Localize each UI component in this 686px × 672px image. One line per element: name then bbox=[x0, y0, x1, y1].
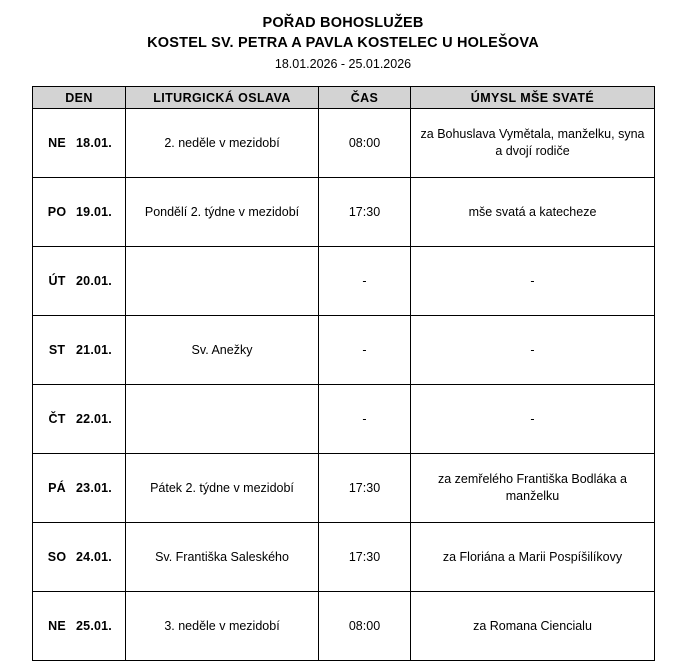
day-date: 23.01. bbox=[76, 480, 112, 495]
day-of-week: NE bbox=[48, 135, 66, 150]
cell-intent: za Floriána a Marii Pospíšilíkovy bbox=[411, 523, 655, 592]
day-date: 20.01. bbox=[76, 273, 112, 288]
table-row bbox=[33, 385, 655, 454]
schedule-table-body bbox=[33, 109, 655, 661]
cell-time: - bbox=[319, 385, 411, 454]
schedule-table-wrapper bbox=[32, 86, 656, 661]
cell-time: 08:00 bbox=[319, 109, 411, 178]
cell-day bbox=[33, 592, 126, 661]
day-of-week: SO bbox=[47, 549, 67, 564]
day-date: 19.01. bbox=[76, 204, 112, 219]
page-subtitle: KOSTEL SV. PETRA A PAVLA KOSTELEC U HOLEŠOVA bbox=[147, 35, 539, 51]
cell-day bbox=[33, 523, 126, 592]
cell-intent: za Bohuslava Vymětala, manželku, syna a dvojí rodiče bbox=[411, 109, 655, 178]
day-date: 22.01. bbox=[76, 411, 112, 426]
column-header-intent: ÚMYSL MŠE SVATÉ bbox=[411, 87, 655, 109]
table-row bbox=[33, 523, 655, 592]
cell-day bbox=[33, 247, 126, 316]
cell-day bbox=[33, 316, 126, 385]
cell-feast: Pondělí 2. týdne v mezidobí bbox=[126, 178, 319, 247]
day-of-week: ČT bbox=[48, 411, 66, 426]
cell-time: 17:30 bbox=[319, 454, 411, 523]
cell-time: - bbox=[319, 316, 411, 385]
cell-day bbox=[33, 385, 126, 454]
column-header-feast: LITURGICKÁ OSLAVA bbox=[126, 87, 319, 109]
day-of-week: NE bbox=[48, 618, 66, 633]
document-header bbox=[0, 0, 686, 74]
day-date: 24.01. bbox=[76, 549, 112, 564]
cell-intent: za Romana Ciencialu bbox=[411, 592, 655, 661]
cell-time: 08:00 bbox=[319, 592, 411, 661]
cell-time: 17:30 bbox=[319, 178, 411, 247]
cell-feast bbox=[126, 385, 319, 454]
day-of-week: PO bbox=[47, 204, 67, 219]
column-header-day: DEN bbox=[33, 87, 126, 109]
day-of-week: ST bbox=[48, 342, 66, 357]
date-range: 18.01.2026 - 25.01.2026 bbox=[274, 57, 412, 71]
cell-day bbox=[33, 454, 126, 523]
table-row bbox=[33, 316, 655, 385]
cell-intent: - bbox=[411, 316, 655, 385]
cell-feast: Sv. Františka Saleského bbox=[126, 523, 319, 592]
day-of-week: ÚT bbox=[48, 273, 66, 288]
day-date: 18.01. bbox=[76, 135, 112, 150]
column-header-time: ČAS bbox=[319, 87, 411, 109]
schedule-table bbox=[32, 86, 655, 661]
cell-feast: Sv. Anežky bbox=[126, 316, 319, 385]
cell-feast: 2. neděle v mezidobí bbox=[126, 109, 319, 178]
page-title: POŘAD BOHOSLUŽEB bbox=[262, 15, 424, 31]
cell-time: - bbox=[319, 247, 411, 316]
table-row bbox=[33, 454, 655, 523]
cell-feast bbox=[126, 247, 319, 316]
cell-intent: mše svatá a katecheze bbox=[411, 178, 655, 247]
cell-intent: - bbox=[411, 385, 655, 454]
day-date: 21.01. bbox=[76, 342, 112, 357]
day-date: 25.01. bbox=[76, 618, 112, 633]
day-of-week: PÁ bbox=[48, 480, 66, 495]
cell-intent: za zemřelého Františka Bodláka a manželku bbox=[411, 454, 655, 523]
cell-day bbox=[33, 109, 126, 178]
cell-intent: - bbox=[411, 247, 655, 316]
table-row bbox=[33, 247, 655, 316]
cell-time: 17:30 bbox=[319, 523, 411, 592]
table-row bbox=[33, 109, 655, 178]
cell-day bbox=[33, 178, 126, 247]
table-header-row bbox=[33, 87, 655, 109]
cell-feast: Pátek 2. týdne v mezidobí bbox=[126, 454, 319, 523]
cell-feast: 3. neděle v mezidobí bbox=[126, 592, 319, 661]
table-row bbox=[33, 178, 655, 247]
table-row bbox=[33, 592, 655, 661]
